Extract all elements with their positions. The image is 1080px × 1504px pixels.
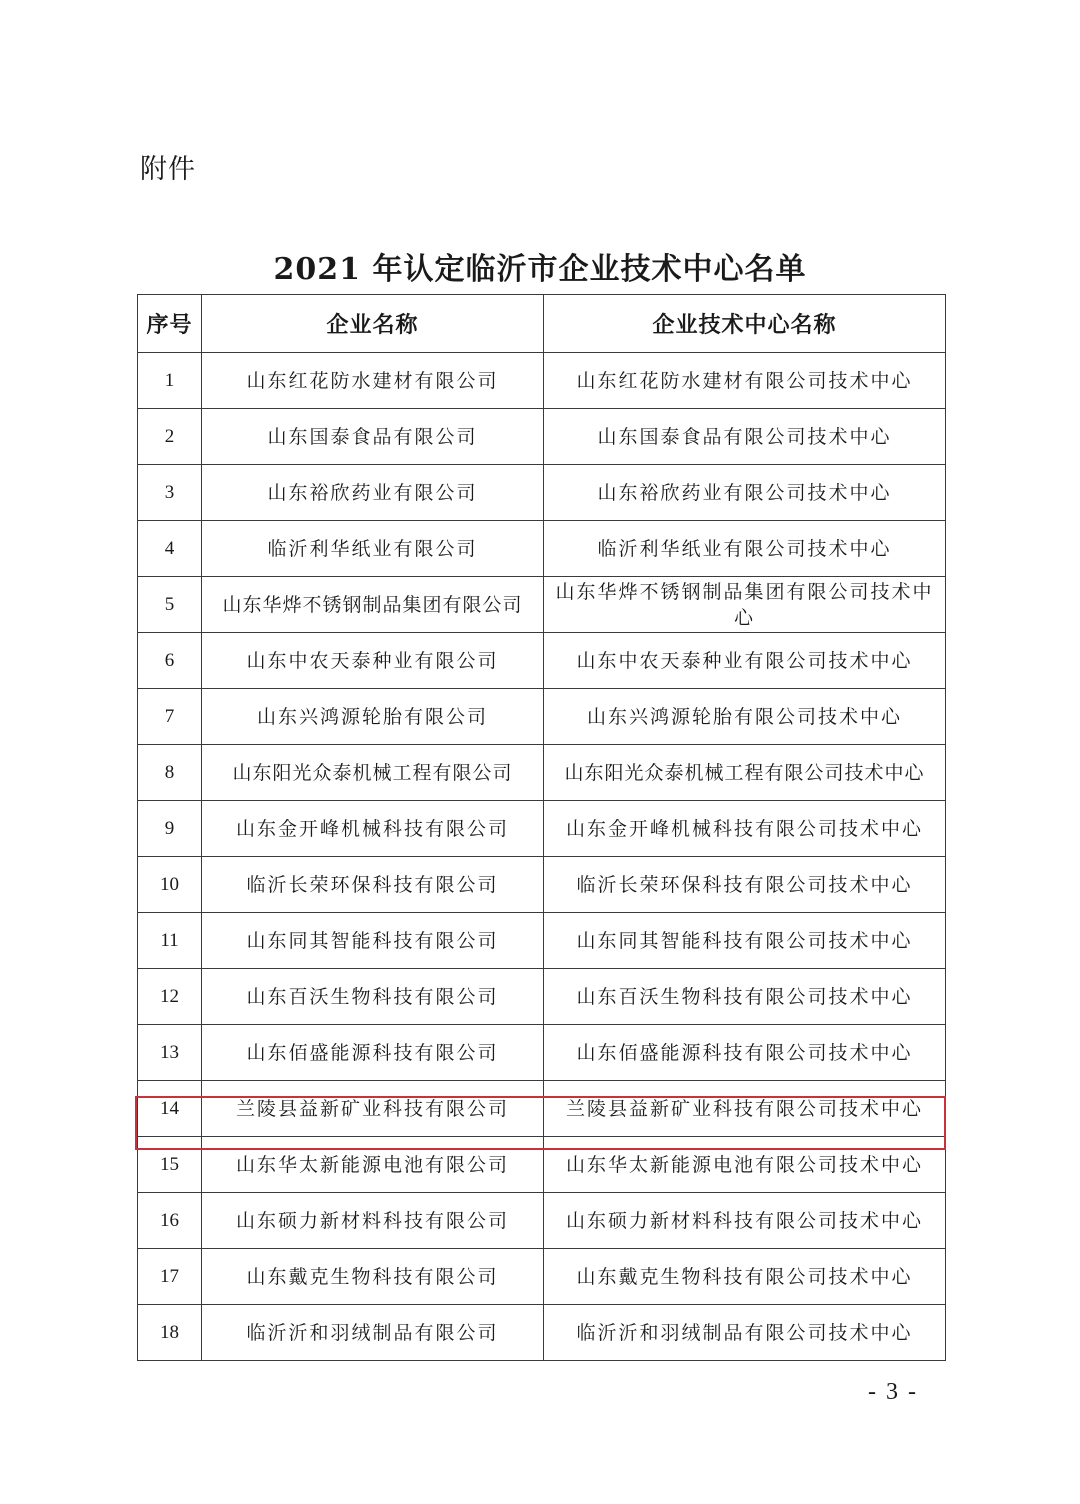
table-header-row: [138, 295, 946, 353]
company-name: 山东同其智能科技有限公司: [202, 913, 544, 969]
center-name: 山东金开峰机械科技有限公司技术中心: [544, 801, 946, 857]
table-row: [138, 409, 946, 465]
row-number: 14: [138, 1081, 202, 1137]
enterprise-center-table: [137, 294, 946, 1361]
row-number: 4: [138, 521, 202, 577]
table-row: [138, 745, 946, 801]
row-number: 15: [138, 1137, 202, 1193]
center-name: 临沂利华纸业有限公司技术中心: [544, 521, 946, 577]
column-header-center: 企业技术中心名称: [544, 295, 946, 353]
company-name: 山东华太新能源电池有限公司: [202, 1137, 544, 1193]
center-name: 兰陵县益新矿业科技有限公司技术中心: [544, 1081, 946, 1137]
row-number: 8: [138, 745, 202, 801]
table-row: [138, 913, 946, 969]
row-number: 16: [138, 1193, 202, 1249]
row-number: 2: [138, 409, 202, 465]
company-name: 山东金开峰机械科技有限公司: [202, 801, 544, 857]
table-row: [138, 1025, 946, 1081]
company-name: 山东百沃生物科技有限公司: [202, 969, 544, 1025]
row-number: 6: [138, 633, 202, 689]
row-number: 18: [138, 1305, 202, 1361]
document-title: 2021 年认定临沂市企业技术中心名单: [273, 252, 807, 287]
center-name: 山东华太新能源电池有限公司技术中心: [544, 1137, 946, 1193]
company-name: 山东裕欣药业有限公司: [202, 465, 544, 521]
center-name: 山东佰盛能源科技有限公司技术中心: [544, 1025, 946, 1081]
company-name: 临沂沂和羽绒制品有限公司: [202, 1305, 544, 1361]
center-name: 山东戴克生物科技有限公司技术中心: [544, 1249, 946, 1305]
column-header-company: 企业名称: [202, 295, 544, 353]
table-row: [138, 801, 946, 857]
company-name: 山东中农天泰种业有限公司: [202, 633, 544, 689]
company-name: 山东硕力新材料科技有限公司: [202, 1193, 544, 1249]
row-number: 12: [138, 969, 202, 1025]
center-name: 山东中农天泰种业有限公司技术中心: [544, 633, 946, 689]
table-row: [138, 857, 946, 913]
company-name: 临沂利华纸业有限公司: [202, 521, 544, 577]
table-row: [138, 969, 946, 1025]
center-name: 临沂长荣环保科技有限公司技术中心: [544, 857, 946, 913]
center-name: 山东阳光众泰机械工程有限公司技术中心: [544, 745, 946, 801]
center-name: 临沂沂和羽绒制品有限公司技术中心: [544, 1305, 946, 1361]
center-name: 山东百沃生物科技有限公司技术中心: [544, 969, 946, 1025]
table-row: [138, 1305, 946, 1361]
company-name: 山东华烨不锈钢制品集团有限公司: [202, 577, 544, 633]
table-row: [138, 1193, 946, 1249]
company-name: 山东戴克生物科技有限公司: [202, 1249, 544, 1305]
table-row: [138, 521, 946, 577]
row-number: 17: [138, 1249, 202, 1305]
row-number: 10: [138, 857, 202, 913]
company-name: 山东兴鸿源轮胎有限公司: [202, 689, 544, 745]
row-number: 1: [138, 353, 202, 409]
attachment-label: 附件: [140, 154, 196, 185]
table-row-highlighted: [138, 1081, 946, 1137]
row-number: 7: [138, 689, 202, 745]
table-row: [138, 1249, 946, 1305]
row-number: 5: [138, 577, 202, 633]
row-number: 11: [138, 913, 202, 969]
center-name: 山东国泰食品有限公司技术中心: [544, 409, 946, 465]
center-name: 山东裕欣药业有限公司技术中心: [544, 465, 946, 521]
company-name: 山东国泰食品有限公司: [202, 409, 544, 465]
page-number: - 3 -: [868, 1379, 918, 1405]
company-name: 山东红花防水建材有限公司: [202, 353, 544, 409]
center-name: 山东同其智能科技有限公司技术中心: [544, 913, 946, 969]
center-name: 山东兴鸿源轮胎有限公司技术中心: [544, 689, 946, 745]
row-number: 9: [138, 801, 202, 857]
center-name: 山东华烨不锈钢制品集团有限公司技术中心: [544, 577, 946, 633]
table-row: [138, 1137, 946, 1193]
table-row: [138, 689, 946, 745]
table-row: [138, 633, 946, 689]
company-name: 山东佰盛能源科技有限公司: [202, 1025, 544, 1081]
row-number: 3: [138, 465, 202, 521]
table-row: [138, 577, 946, 633]
company-name: 山东阳光众泰机械工程有限公司: [202, 745, 544, 801]
row-number: 13: [138, 1025, 202, 1081]
column-header-number: 序号: [138, 295, 202, 353]
table-row: [138, 353, 946, 409]
company-name: 临沂长荣环保科技有限公司: [202, 857, 544, 913]
center-name: 山东红花防水建材有限公司技术中心: [544, 353, 946, 409]
table-row: [138, 465, 946, 521]
company-name: 兰陵县益新矿业科技有限公司: [202, 1081, 544, 1137]
center-name: 山东硕力新材料科技有限公司技术中心: [544, 1193, 946, 1249]
